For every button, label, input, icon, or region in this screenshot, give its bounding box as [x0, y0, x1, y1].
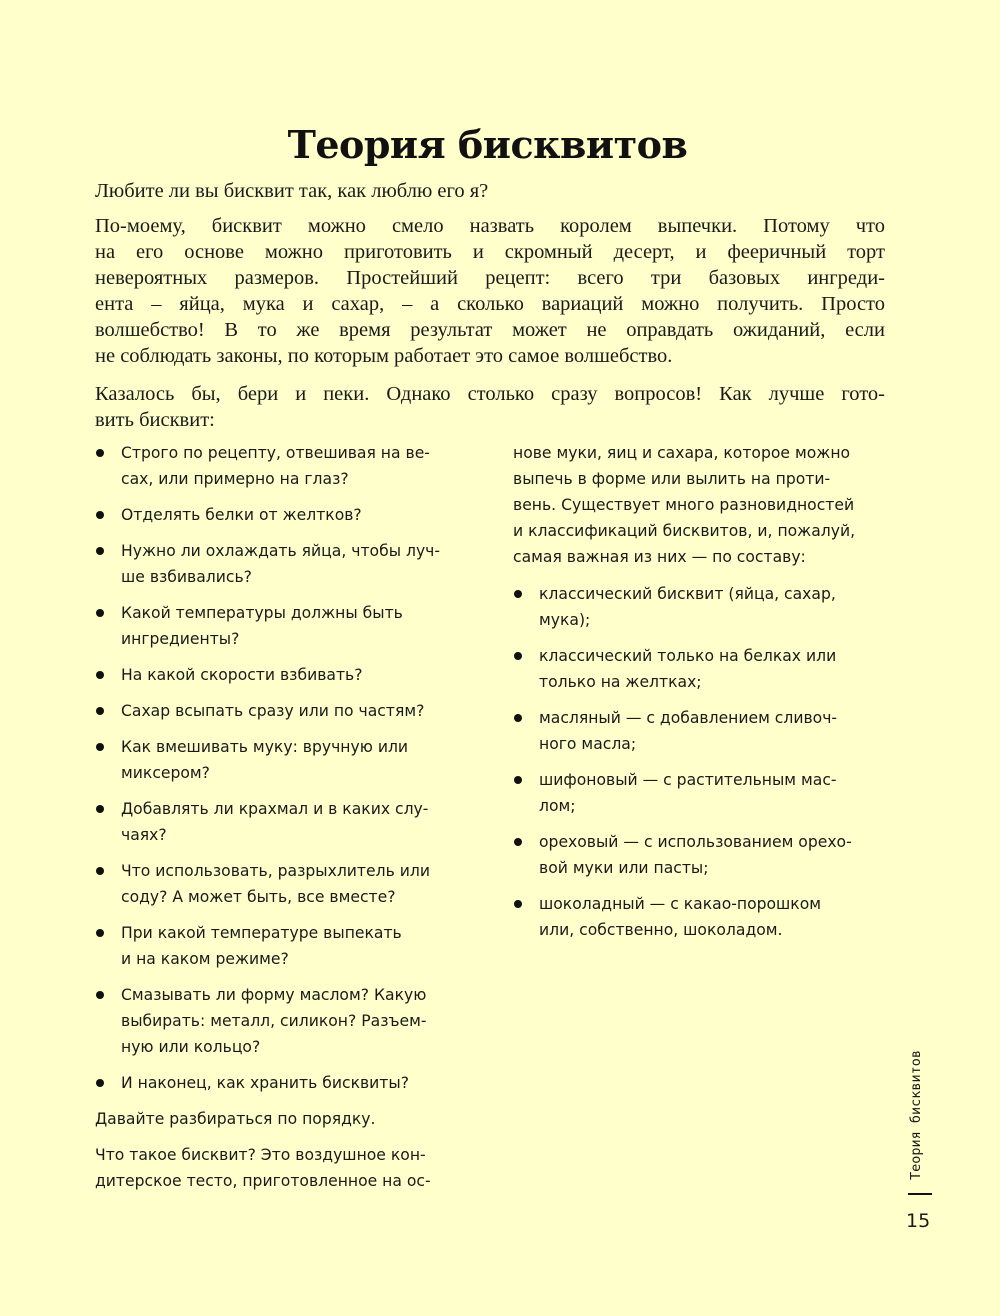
text-line: Сахар всыпать сразу или по частям? [121, 702, 425, 720]
text-line: классический только на белках или [539, 647, 837, 665]
text-line: ента – яйца, мука и сахар, – а сколько вариаций можно получить. Просто [95, 293, 885, 315]
text-line: шоколадный — с какао-порошком [539, 895, 822, 913]
text-line: Отделять белки от желтков? [121, 506, 362, 524]
bullet-icon [96, 511, 104, 519]
bullet-icon [96, 991, 104, 999]
text-line: ореховый — с использованием орехо- [539, 833, 852, 851]
text-line: дитерское тесто, приготовленное на ос- [95, 1172, 431, 1190]
left-column-paragraphs [95, 1106, 475, 1194]
text-line: классический бисквит (яйца, сахар, [539, 585, 836, 603]
bullet-icon [96, 1079, 104, 1087]
text-line: только на желтках; [539, 673, 702, 691]
text-line: ше взбивались? [121, 568, 252, 586]
text-line: масляный — с добавлением сливоч- [539, 709, 838, 727]
bullet-icon [514, 838, 522, 846]
bullet-icon [96, 805, 104, 813]
text-line: Что такое бисквит? Это воздушное кон- [95, 1146, 426, 1164]
text-line: Смазывать ли форму маслом? Какую [121, 986, 427, 1004]
question-item [95, 698, 475, 724]
bullet-icon [96, 449, 104, 457]
text-line: Казалось бы, бери и пеки. Однако столько сразу вопросов! Как лучше гото- [95, 383, 885, 405]
bullet-icon [96, 609, 104, 617]
paragraph [95, 1142, 475, 1194]
page-number: 15 [906, 1210, 931, 1232]
text-line: мука); [539, 611, 591, 629]
question-item [95, 796, 475, 848]
text-line: или, собственно, шоколадом. [539, 921, 783, 939]
text-line: При какой температуре выпекать [121, 924, 402, 942]
right-column [513, 440, 893, 953]
text-line: Нужно ли охлаждать яйца, чтобы луч- [121, 542, 441, 560]
right-column-paragraph [513, 440, 893, 570]
body-paragraph-1 [95, 213, 885, 369]
bullet-icon [514, 776, 522, 784]
running-header-rule [908, 1193, 932, 1195]
text-line: Строго по рецепту, отвешивая на ве- [121, 444, 430, 462]
text-line: соду? А может быть, все вместе? [121, 888, 396, 906]
question-item [95, 1070, 475, 1096]
text-line: На какой скорости взбивать? [121, 666, 363, 684]
body-paragraph-2 [95, 381, 885, 433]
text-line: Что использовать, разрыхлитель или [121, 862, 430, 880]
bullet-icon [514, 714, 522, 722]
bullet-icon [96, 743, 104, 751]
text-line: самая важная из них — по составу: [513, 548, 806, 566]
text-line: Как вмешивать муку: вручную или [121, 738, 409, 756]
sponge-type-item [513, 767, 893, 819]
text-line: и на каком режиме? [121, 950, 289, 968]
sponge-type-item [513, 891, 893, 943]
bullet-icon [96, 929, 104, 937]
question-item [95, 600, 475, 652]
paragraph [95, 1106, 475, 1132]
text-line: нове муки, яиц и сахара, которое можно [513, 444, 851, 462]
questions-list [95, 440, 475, 1096]
text-line: Давайте разбираться по порядку. [95, 1110, 376, 1128]
text-line: Какой температуры должны быть [121, 604, 403, 622]
bullet-icon [514, 652, 522, 660]
text-line: И наконец, как хранить бисквиты? [121, 1074, 409, 1092]
text-line: Добавлять ли крахмал и в каких слу- [121, 800, 429, 818]
intro-paragraph [95, 178, 885, 204]
sponge-type-item [513, 705, 893, 757]
text-line: и классификаций бисквитов, и, пожалуй, [513, 522, 856, 540]
text-line: сах, или примерно на глаз? [121, 470, 349, 488]
text-line: миксером? [121, 764, 210, 782]
text-line: ного масла; [539, 735, 637, 753]
text-line: ингредиенты? [121, 630, 240, 648]
bullet-icon [96, 671, 104, 679]
text-line: лом; [539, 797, 576, 815]
text-line: выбирать: металл, силикон? Разъем- [121, 1012, 427, 1030]
question-item [95, 538, 475, 590]
sponge-type-item [513, 581, 893, 633]
text-line: Любите ли вы бисквит так, как люблю его я? [95, 180, 489, 202]
sponge-type-item [513, 829, 893, 881]
text-line: на его основе можно приготовить и скромный десерт, и фееричный торт [95, 241, 885, 263]
question-item [95, 920, 475, 972]
question-item [95, 982, 475, 1060]
bullet-icon [96, 707, 104, 715]
bullet-icon [96, 547, 104, 555]
question-item [95, 502, 475, 528]
running-header: Теория бисквитов [908, 1049, 924, 1180]
text-line: выпечь в форме или вылить на проти- [513, 470, 831, 488]
question-item [95, 440, 475, 492]
bullet-icon [96, 867, 104, 875]
text-line: вень. Существует много разновидностей [513, 496, 855, 514]
question-item [95, 734, 475, 786]
sponge-types-list [513, 581, 893, 943]
sponge-type-item [513, 643, 893, 695]
text-line: шифоновый — с растительным мас- [539, 771, 837, 789]
text-line: ную или кольцо? [121, 1038, 261, 1056]
left-column [95, 440, 475, 1204]
question-item [95, 858, 475, 910]
question-item [95, 662, 475, 688]
text-line: По-моему, бисквит можно смело назвать королем выпечки. Потому что [95, 215, 885, 237]
bullet-icon [514, 900, 522, 908]
text-line: волшебство! В то же время результат может не оправдать ожиданий, если [95, 319, 885, 341]
text-line: чаях? [121, 826, 167, 844]
page-title: Теория бисквитов [287, 122, 688, 167]
text-line: не соблюдать законы, по которым работает это самое волшебство. [95, 345, 673, 367]
text-line: вой муки или пасты; [539, 859, 709, 877]
bullet-icon [514, 590, 522, 598]
text-line: вить бисквит: [95, 409, 215, 431]
text-line: невероятных размеров. Простейший рецепт: всего три базовых ингреди- [95, 267, 885, 289]
